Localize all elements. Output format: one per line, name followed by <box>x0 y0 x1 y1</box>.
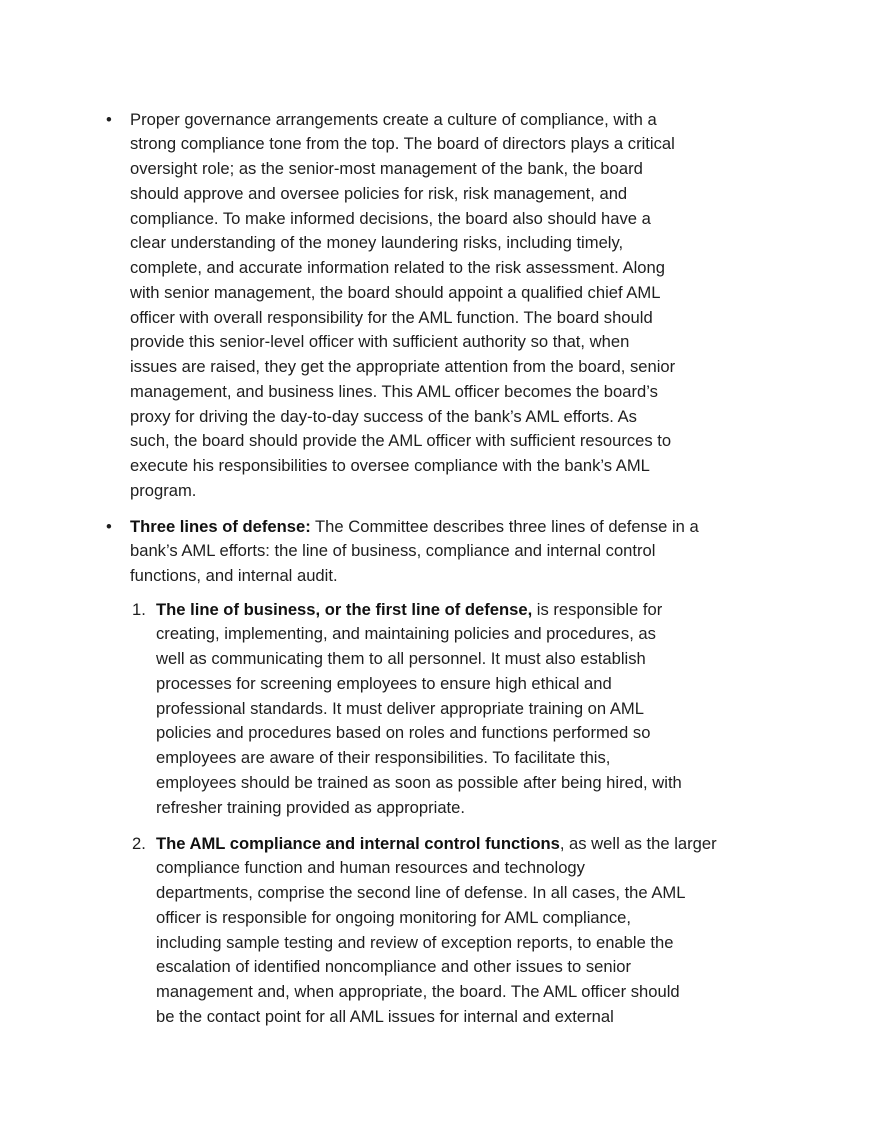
line-text: employees should be trained as soon as possible after being hired, with <box>156 772 682 792</box>
line-text: clear understanding of the money laundering risks, including timely, <box>130 233 624 253</box>
line-text: compliance function and human resources and technology <box>156 858 585 878</box>
text-line <box>130 429 675 454</box>
text-line <box>156 1005 717 1030</box>
line-text: creating, implementing, and maintaining policies and procedures, as <box>156 624 656 644</box>
text-line <box>156 796 682 821</box>
text-line <box>156 598 682 623</box>
text-line <box>130 355 675 380</box>
text-line <box>130 454 675 479</box>
line-text: execute his responsibilities to oversee compliance with the bank’s AML <box>130 456 650 475</box>
line-text: professional standards. It must deliver appropriate training on AML <box>156 698 644 718</box>
line-text: , as well as the larger <box>559 833 717 853</box>
line-text: well as communicating them to all personnel. It must also establish <box>156 649 646 668</box>
text-line <box>130 479 675 504</box>
line-text: should approve and oversee policies for risk, risk management, and <box>130 183 628 203</box>
line-text: bank’s AML efforts: the line of business, compliance and internal control <box>130 541 656 561</box>
bullet-text <box>130 108 675 504</box>
line-text: provide this senior-level officer with sufficient authority so that, when <box>130 332 630 352</box>
text-line <box>156 906 717 931</box>
line-text: Proper governance arrangements create a culture of compliance, with a <box>130 109 657 129</box>
line-text: officer is responsible for ongoing monitoring for AML compliance, <box>156 907 632 927</box>
text-line <box>130 132 675 157</box>
text-line <box>130 108 675 133</box>
text-line <box>156 746 682 771</box>
line-text: The Committee describes three lines of defense in a <box>310 516 699 536</box>
line-text: be the contact point for all AML issues for internal and external <box>156 1006 614 1026</box>
text-line <box>130 207 675 232</box>
text-line <box>156 881 717 906</box>
bullet-text <box>130 515 699 589</box>
text-line <box>130 157 675 182</box>
line-text: proxy for driving the day-to-day success of the bank’s AML efforts. As <box>130 406 637 426</box>
text-line <box>130 182 675 207</box>
line-text: officer with overall responsibility for the AML function. The board should <box>130 307 653 327</box>
text-line <box>130 231 675 256</box>
bold-lead: The AML compliance and internal control functions <box>156 833 560 853</box>
text-line <box>130 564 699 589</box>
line-text: management, and business lines. This AML officer becomes the board’s <box>130 381 658 401</box>
line-text: oversight role; as the senior-most management of the bank, the board <box>130 159 643 178</box>
line-text: complete, and accurate information related to the risk assessment. Along <box>130 258 665 277</box>
text-line <box>156 771 682 796</box>
text-line <box>156 647 682 672</box>
text-line <box>130 281 675 306</box>
bullet-icon: • <box>106 109 112 129</box>
line-text: program. <box>130 480 197 500</box>
line-text: employees are aware of their responsibilities. To facilitate this, <box>156 748 611 767</box>
line-text: functions, and internal audit. <box>130 566 338 585</box>
line-text: policies and procedures based on roles and functions performed so <box>156 723 651 743</box>
text-line <box>156 856 717 881</box>
line-text: processes for screening employees to ensure high ethical and <box>156 673 612 693</box>
line-text: such, the board should provide the AML officer with sufficient resources to <box>130 431 672 451</box>
text-line <box>156 697 682 722</box>
line-text: including sample testing and review of exception reports, to enable the <box>156 932 674 952</box>
text-line <box>156 622 682 647</box>
list-number: 1. <box>132 599 146 619</box>
line-text: compliance. To make informed decisions, the board also should have a <box>130 208 651 228</box>
bold-lead: Three lines of defense: <box>130 516 311 536</box>
text-line <box>156 721 682 746</box>
line-text: strong compliance tone from the top. The board of directors plays a critical <box>130 134 675 154</box>
line-text: with senior management, the board should appoint a qualified chief AML <box>130 282 661 302</box>
text-line <box>156 980 717 1005</box>
text-line <box>156 931 717 956</box>
bold-lead: The line of business, or the first line of defense, <box>156 599 533 619</box>
numbered-text <box>156 598 682 821</box>
line-text: escalation of identified noncompliance and other issues to senior <box>156 957 632 977</box>
text-line <box>130 306 675 331</box>
text-line <box>130 405 675 430</box>
text-line <box>156 832 717 857</box>
line-text: departments, comprise the second line of defense. In all cases, the AML <box>156 883 686 902</box>
text-line <box>130 380 675 405</box>
text-line <box>130 539 699 564</box>
text-line <box>130 256 675 281</box>
text-line <box>156 672 682 697</box>
line-text: issues are raised, they get the appropriate attention from the board, senior <box>130 357 676 376</box>
list-number: 2. <box>132 833 146 853</box>
line-text: management and, when appropriate, the board. The AML officer should <box>156 982 680 1001</box>
text-line <box>130 515 699 540</box>
line-text: is responsible for <box>532 599 663 619</box>
bullet-icon: • <box>106 516 112 536</box>
numbered-text <box>156 832 717 1030</box>
text-line <box>130 330 675 355</box>
line-text: refresher training provided as appropriate. <box>156 797 466 817</box>
text-line <box>156 955 717 980</box>
